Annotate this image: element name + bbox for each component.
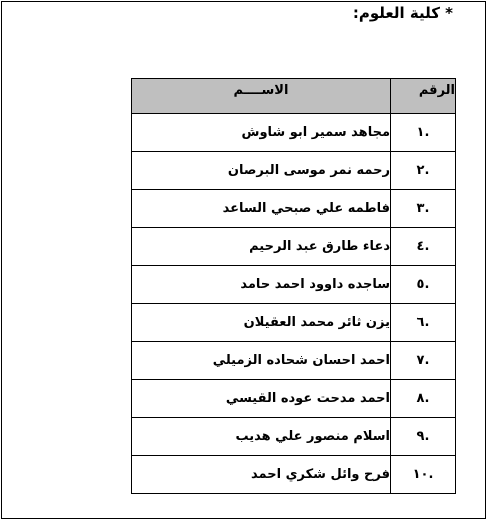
student-name: رحمه نمر موسى البرصان bbox=[132, 152, 391, 190]
table-row bbox=[132, 266, 456, 304]
table-row bbox=[132, 418, 456, 456]
row-number: .٨ bbox=[391, 380, 456, 418]
row-number: .٤ bbox=[391, 228, 456, 266]
student-name: اسلام منصور علي هديب bbox=[132, 418, 391, 456]
student-name: يزن ثائر محمد العقيلان bbox=[132, 304, 391, 342]
table-row bbox=[132, 304, 456, 342]
student-name: احمد مدحت عوده القيسي bbox=[132, 380, 391, 418]
student-name: احمد احسان شحاده الزميلي bbox=[132, 342, 391, 380]
table-row bbox=[132, 456, 456, 494]
table-header-row bbox=[132, 79, 456, 114]
table-row bbox=[132, 114, 456, 152]
row-number: .٧ bbox=[391, 342, 456, 380]
column-header-number: الرقم bbox=[391, 79, 456, 114]
table-row bbox=[132, 380, 456, 418]
row-number: .١٠ bbox=[391, 456, 456, 494]
row-number: .٥ bbox=[391, 266, 456, 304]
student-name: دعاء طارق عبد الرحيم bbox=[132, 228, 391, 266]
student-name: مجاهد سمير ابو شاوش bbox=[132, 114, 391, 152]
student-name: فاطمه علي صبحي الساعد bbox=[132, 190, 391, 228]
student-name: ساجده داوود احمد حامد bbox=[132, 266, 391, 304]
table-row bbox=[132, 190, 456, 228]
row-number: .٩ bbox=[391, 418, 456, 456]
row-number: .٣ bbox=[391, 190, 456, 228]
student-name: فرح وائل شكري احمد bbox=[132, 456, 391, 494]
table-row bbox=[132, 152, 456, 190]
row-number: .١ bbox=[391, 114, 456, 152]
student-table bbox=[131, 78, 456, 494]
section-heading: * كلية العلوم: bbox=[352, 4, 453, 22]
table-row bbox=[132, 228, 456, 266]
column-header-name: الاســــم bbox=[132, 79, 391, 114]
row-number: .٢ bbox=[391, 152, 456, 190]
table-row bbox=[132, 342, 456, 380]
row-number: .٦ bbox=[391, 304, 456, 342]
